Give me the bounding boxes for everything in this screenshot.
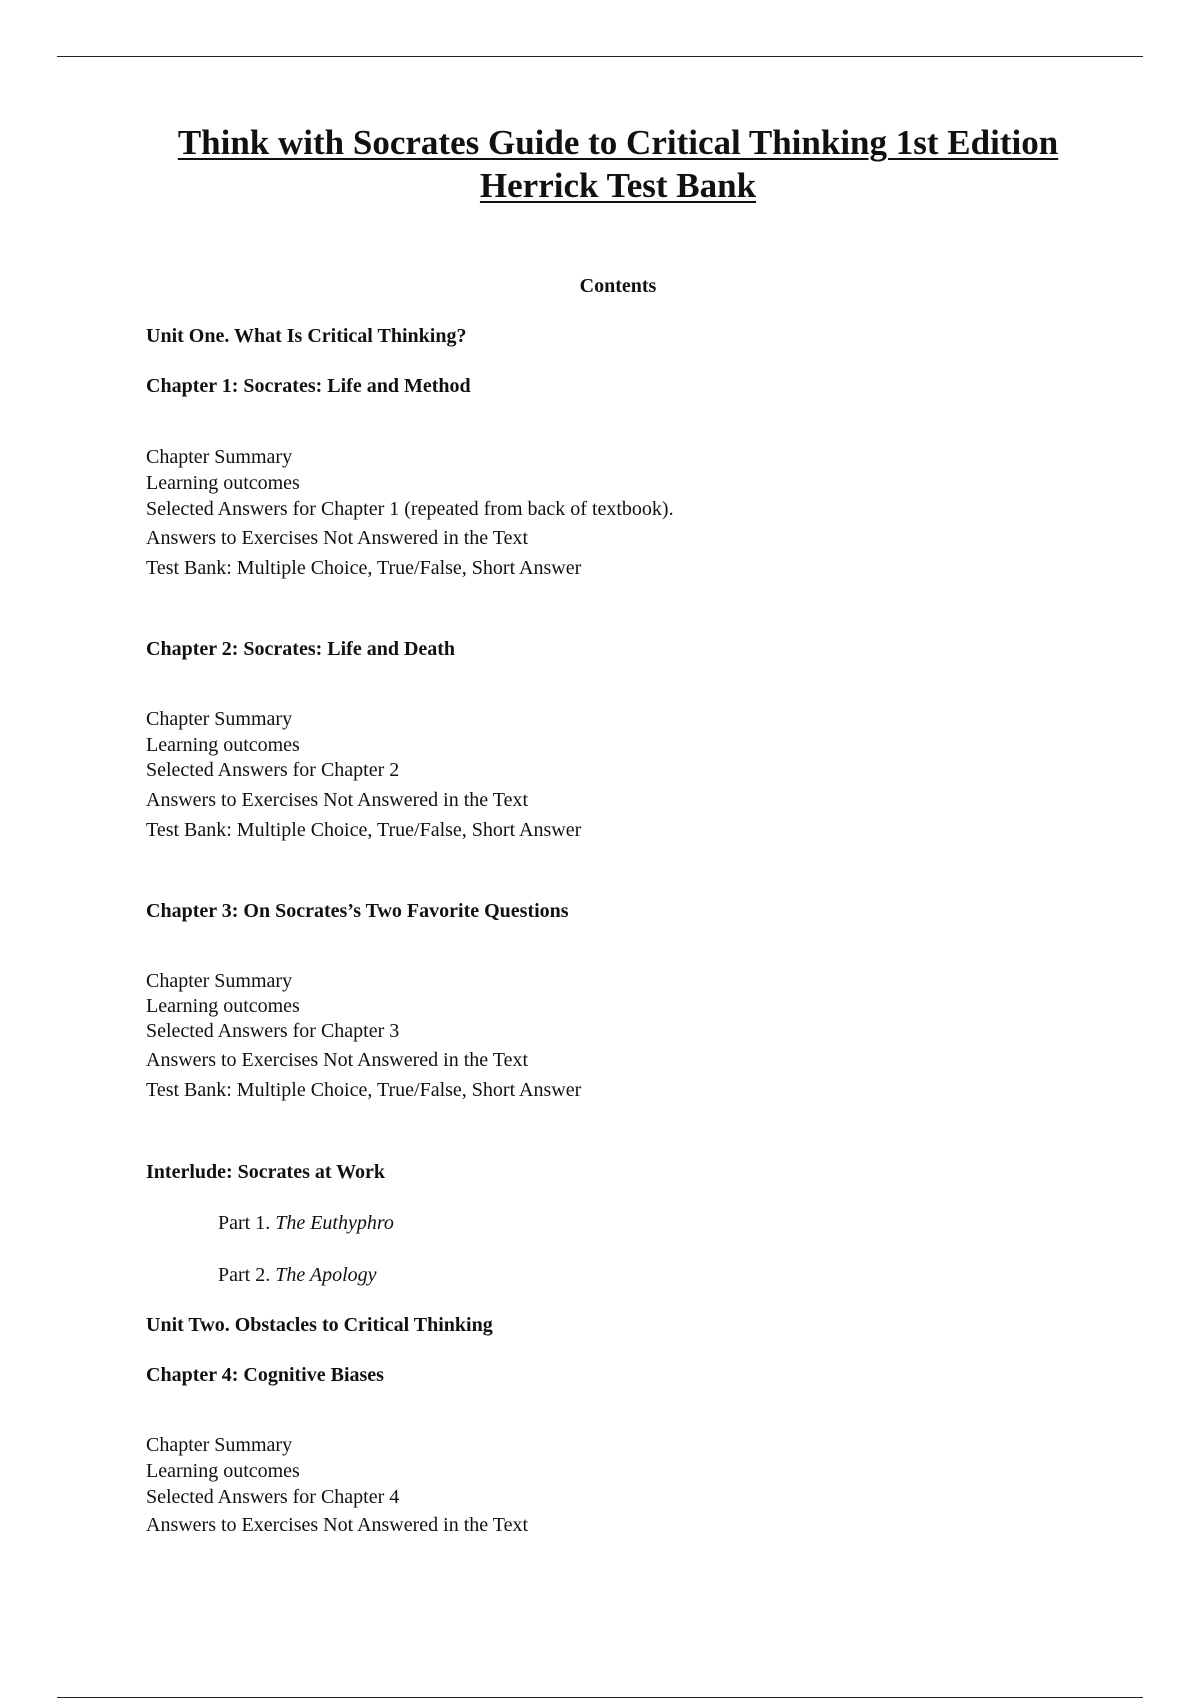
top-rule (57, 56, 1143, 57)
chapter-3-item: Chapter Summary (146, 970, 293, 992)
chapter-2-item: Selected Answers for Chapter 2 (146, 759, 400, 781)
chapter-2-heading: Chapter 2: Socrates: Life and Death (146, 638, 456, 660)
interlude-part-2-title: The Apology (275, 1264, 377, 1286)
chapter-1-item: Selected Answers for Chapter 1 (repeated from back of textbook). (146, 498, 674, 520)
chapter-3-item: Test Bank: Multiple Choice, True/False, Short Answer (146, 1079, 582, 1101)
chapter-1-item: Chapter Summary (146, 446, 293, 468)
chapter-1-item: Test Bank: Multiple Choice, True/False, Short Answer (146, 557, 582, 579)
unit-one-heading: Unit One. What Is Critical Thinking? (146, 325, 467, 347)
document-title-line-1: Think with Socrates Guide to Critical Thinking 1st Edition (177, 123, 1059, 162)
chapter-1-item: Learning outcomes (146, 472, 300, 494)
chapter-2-item: Test Bank: Multiple Choice, True/False, Short Answer (146, 819, 582, 841)
chapter-3-heading: Chapter 3: On Socrates’s Two Favorite Questions (146, 900, 569, 922)
chapter-1-heading: Chapter 1: Socrates: Life and Method (146, 375, 471, 397)
interlude-part-1 (218, 1211, 394, 1235)
unit-two-heading: Unit Two. Obstacles to Critical Thinking (146, 1314, 493, 1336)
chapter-4-item: Answers to Exercises Not Answered in the Text (146, 1514, 529, 1536)
chapter-4-item: Selected Answers for Chapter 4 (146, 1486, 400, 1508)
bottom-rule (57, 1697, 1143, 1698)
chapter-2-item: Learning outcomes (146, 734, 300, 756)
chapter-2-item: Chapter Summary (146, 708, 293, 730)
contents-heading: Contents (579, 275, 657, 297)
interlude-part-2-label: Part 2. (218, 1264, 271, 1286)
chapter-1-item: Answers to Exercises Not Answered in the Text (146, 527, 529, 549)
interlude-heading: Interlude: Socrates at Work (146, 1161, 386, 1183)
chapter-3-item: Selected Answers for Chapter 3 (146, 1020, 400, 1042)
interlude-part-2 (218, 1263, 377, 1287)
document-title-line-2: Herrick Test Bank (479, 166, 757, 205)
chapter-3-item: Answers to Exercises Not Answered in the Text (146, 1049, 529, 1071)
chapter-3-item: Learning outcomes (146, 995, 300, 1017)
chapter-2-item: Answers to Exercises Not Answered in the Text (146, 789, 529, 811)
chapter-4-item: Learning outcomes (146, 1460, 300, 1482)
chapter-4-heading: Chapter 4: Cognitive Biases (146, 1364, 384, 1386)
interlude-part-1-label: Part 1. (218, 1212, 271, 1234)
interlude-part-1-title: The Euthyphro (275, 1212, 394, 1234)
chapter-4-item: Chapter Summary (146, 1434, 293, 1456)
